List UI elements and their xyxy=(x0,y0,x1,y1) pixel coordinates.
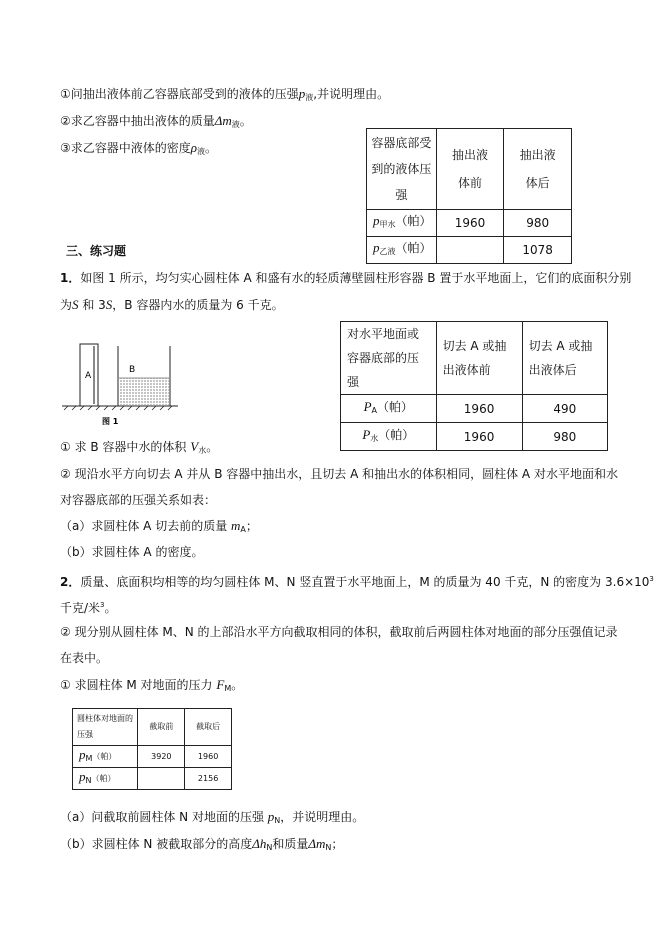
table-cell: 1078 xyxy=(504,237,572,264)
pressure-table-1 xyxy=(366,128,572,264)
pressure-table-3 xyxy=(72,708,232,790)
figure-caption: 图 1 xyxy=(102,417,119,426)
table-row xyxy=(341,423,608,451)
problem-1-line-1: 1．如图 1 所示，均匀实心圆柱体 A 和盛有水的轻质薄壁圆柱形容器 B 置于水平地面上，它们的底面积分别 xyxy=(60,271,632,285)
table-header-cell: 抽出液体后 xyxy=(504,129,572,210)
problem-2-q-line-1: ② 现分别从圆柱体 M、N 的上部沿水平方向截取相同的体积，截取前后两圆柱体对地面的部分压强值记录 xyxy=(60,625,618,639)
table-row xyxy=(367,237,572,264)
table-header-cell: 切去 A 或抽出液体前 xyxy=(436,322,522,395)
table-cell: 1960 xyxy=(436,423,522,451)
water-in-b xyxy=(119,378,169,405)
table-cell: $p_{甲水}$（帕） xyxy=(367,210,437,237)
table-header-cell: 圆柱体对地面的压强 xyxy=(73,709,138,746)
table-cell xyxy=(138,768,185,790)
problem-1-qa: （a）求圆柱体 A 切去前的质量 $m_A$； xyxy=(60,518,258,534)
table-cell: $p_{乙液}$（帕） xyxy=(367,237,437,264)
table-cell: pM（帕） xyxy=(73,746,138,768)
table-row xyxy=(341,395,608,423)
pressure-table-2 xyxy=(340,321,608,451)
problem-1-q2-line-1: ② 现沿水平方向切去 A 并从 B 容器中抽出水，且切去 A 和抽出水的体积相同，圆柱体 A 对水平地面和水 xyxy=(60,467,618,481)
table-cell: $P_A$（帕） xyxy=(341,395,437,423)
ground-hatching xyxy=(64,406,172,410)
problem-2-line-2: 千克/米$^3$。 xyxy=(60,601,117,615)
table-header-cell: 对水平地面或容器底部的压强 xyxy=(341,322,437,395)
section-title: 三、练习题 xyxy=(66,244,127,258)
table-cell: 3920 xyxy=(138,746,185,768)
question-line-2: ②求乙容器中抽出液体的质量$\Delta m_液$。 xyxy=(60,113,252,129)
table-row xyxy=(73,768,232,790)
table-row xyxy=(341,322,608,395)
label-b: B xyxy=(129,365,136,375)
table-row xyxy=(73,746,232,768)
figure-1 xyxy=(60,338,180,430)
problem-1-qb: （b）求圆柱体 A 的密度。 xyxy=(60,545,204,559)
table-header-cell: 容器底部受到的液体压强 xyxy=(367,129,437,210)
problem-2-qb: （b）求圆柱体 N 被截取部分的高度$\Delta h_N$和质量$\Delta m_N$； xyxy=(60,836,344,852)
table-header-cell: 截取后 xyxy=(185,709,232,746)
table-cell: 490 xyxy=(522,395,607,423)
question-line-3: ③求乙容器中液体的密度$\rho_液$。 xyxy=(60,140,218,156)
table-cell: 1960 xyxy=(436,395,522,423)
table-row xyxy=(367,129,572,210)
table-cell: 1960 xyxy=(436,210,504,237)
table-cell xyxy=(436,237,504,264)
problem-1-q1: ① 求 B 容器中水的体积 $V_水$。 xyxy=(60,439,219,455)
problem-2-q1: ① 求圆柱体 M 对地面的压力 $F_M$。 xyxy=(60,677,244,693)
problem-2-qa: （a）问截取前圆柱体 N 对地面的压强 $p_N$，并说明理由。 xyxy=(60,809,365,825)
table-cell: 2156 xyxy=(185,768,232,790)
table-cell: $P_水$（帕） xyxy=(341,423,437,451)
table-header-cell: 切去 A 或抽出液体后 xyxy=(522,322,607,395)
problem-1-line-2: 为S 和 3S，B 容器内水的质量为 6 千克。 xyxy=(60,297,284,312)
table-cell: 980 xyxy=(504,210,572,237)
table-cell: 1960 xyxy=(185,746,232,768)
table-header-cell: 截取前 xyxy=(138,709,185,746)
problem-2-line-1: 2．质量、底面积均相等的均匀圆柱体 M、N 竖直置于水平地面上，M 的质量为 40 千克，N 的密度为 $3.6\times 10^3$ xyxy=(60,575,654,589)
label-a: A xyxy=(85,371,92,381)
problem-1-q2-line-2: 对容器底部的压强关系如表： xyxy=(60,493,217,507)
table-row xyxy=(73,709,232,746)
table-header-cell: 抽出液体前 xyxy=(436,129,504,210)
question-line-1: ①问抽出液体前乙容器底部受到的液体的压强$p_液$,并说明理由。 xyxy=(60,86,390,102)
table-cell: 980 xyxy=(522,423,607,451)
table-row xyxy=(367,210,572,237)
problem-2-q-line-2: 在表中。 xyxy=(60,651,109,665)
table-cell: pN（帕） xyxy=(73,768,138,790)
